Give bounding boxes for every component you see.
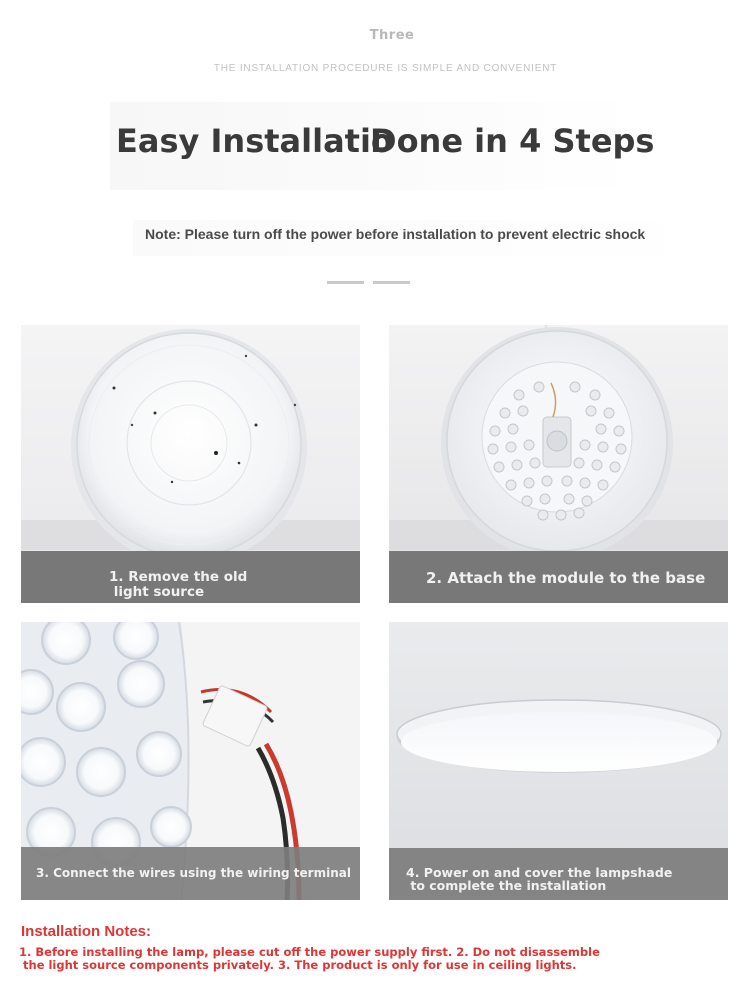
page-title-part-2: Done in 4 Steps: [370, 122, 655, 160]
step-3-caption: 3. Connect the wires using the wiring terminal: [36, 866, 351, 880]
step-2-panel: [389, 325, 728, 603]
step-3-panel: [21, 622, 360, 900]
step-4-caption: 4. Power on and cover the lampshade to complete the installation: [406, 865, 673, 893]
divider-dash-right: [373, 281, 410, 284]
page-title-part-1: Easy Installatio: [116, 122, 393, 160]
step-4-panel: [389, 622, 728, 900]
installation-notes-title: Installation Notes:: [21, 923, 152, 940]
installation-notes-text: 1. Before installing the lamp, please cut off the power supply first. 2. Do not disassemble the light source components privately. 3. The product is only for use in ceiling lights.: [19, 945, 600, 972]
divider-dash-left: [327, 281, 364, 284]
step-1-panel: [21, 325, 360, 603]
step-1-caption: 1. Remove the old light source: [109, 569, 248, 600]
section-subtitle: THE INSTALLATION PROCEDURE IS SIMPLE AND CONVENIENT: [213, 63, 558, 74]
step-2-caption: 2. Attach the module to the base: [426, 569, 706, 587]
section-number: Three: [369, 28, 415, 43]
safety-note: Note: Please turn off the power before installation to prevent electric shock: [145, 226, 646, 242]
